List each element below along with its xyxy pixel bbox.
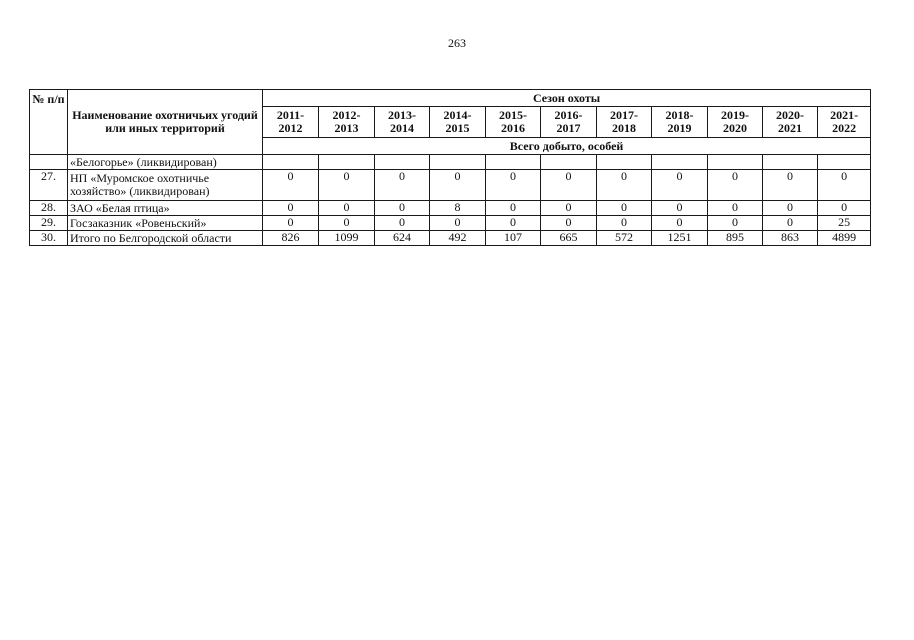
row-value: 0 (597, 170, 652, 201)
row-value: 0 (319, 216, 375, 231)
header-season: 2018-2019 (652, 107, 708, 138)
row-value: 0 (375, 216, 430, 231)
row-value: 0 (263, 216, 319, 231)
row-value (597, 155, 652, 170)
row-value: 0 (430, 170, 486, 201)
row-value: 0 (763, 201, 818, 216)
row-value: 0 (375, 170, 430, 201)
row-number: 28. (30, 201, 68, 216)
row-value: 863 (763, 231, 818, 246)
row-value: 107 (486, 231, 541, 246)
header-season: 2012-2013 (319, 107, 375, 138)
row-value: 0 (541, 170, 597, 201)
row-value: 25 (818, 216, 871, 231)
row-value (818, 155, 871, 170)
row-value: 0 (263, 201, 319, 216)
header-season-group: Сезон охоты (263, 90, 871, 107)
row-value: 0 (486, 170, 541, 201)
row-value: 0 (430, 216, 486, 231)
row-value: 665 (541, 231, 597, 246)
row-value (375, 155, 430, 170)
row-value: 1251 (652, 231, 708, 246)
row-value: 0 (319, 170, 375, 201)
row-number: 30. (30, 231, 68, 246)
row-value: 0 (763, 170, 818, 201)
row-value: 0 (375, 201, 430, 216)
row-name: ЗАО «Белая птица» (68, 201, 263, 216)
row-value: 895 (708, 231, 763, 246)
row-value: 0 (486, 201, 541, 216)
header-total-caption: Всего добыто, особей (263, 138, 871, 155)
row-value: 0 (763, 216, 818, 231)
row-number (30, 155, 68, 170)
header-season: 2014-2015 (430, 107, 486, 138)
table-row-continuation (30, 155, 871, 170)
header-season: 2015-2016 (486, 107, 541, 138)
row-value: 0 (597, 216, 652, 231)
header-season: 2020-2021 (763, 107, 818, 138)
row-value: 0 (319, 201, 375, 216)
header-season: 2019-2020 (708, 107, 763, 138)
header-number: № п/п (30, 90, 68, 155)
row-value: 0 (652, 216, 708, 231)
row-value: 0 (708, 170, 763, 201)
row-value: 0 (541, 216, 597, 231)
row-value (430, 155, 486, 170)
row-value (263, 155, 319, 170)
row-value: 1099 (319, 231, 375, 246)
table-row (30, 170, 871, 201)
row-name: Госзаказник «Ровеньский» (68, 216, 263, 231)
row-value (486, 155, 541, 170)
row-value: 0 (597, 201, 652, 216)
row-value: 0 (708, 201, 763, 216)
header-season: 2016-2017 (541, 107, 597, 138)
header-season: 2017-2018 (597, 107, 652, 138)
row-value: 492 (430, 231, 486, 246)
header-season: 2011-2012 (263, 107, 319, 138)
header-season: 2021-2022 (818, 107, 871, 138)
row-value (319, 155, 375, 170)
row-value (652, 155, 708, 170)
page-number: 263 (448, 36, 466, 50)
row-value: 572 (597, 231, 652, 246)
row-value: 0 (263, 170, 319, 201)
row-value: 8 (430, 201, 486, 216)
row-value: 624 (375, 231, 430, 246)
table-row (30, 201, 871, 216)
row-number: 27. (30, 170, 68, 201)
row-value: 0 (652, 170, 708, 201)
row-value: 0 (541, 201, 597, 216)
row-value (763, 155, 818, 170)
header-season: 2013-2014 (375, 107, 430, 138)
row-name: НП «Муромское охотничье хозяйство» (ликвидирован) (68, 170, 263, 201)
row-value: 0 (652, 201, 708, 216)
hunting-harvest-table (29, 89, 871, 246)
table-row (30, 216, 871, 231)
row-value: 0 (486, 216, 541, 231)
row-value: 0 (818, 170, 871, 201)
row-value: 826 (263, 231, 319, 246)
table-body (30, 170, 871, 246)
row-value: 0 (708, 216, 763, 231)
table-row (30, 231, 871, 246)
row-number: 29. (30, 216, 68, 231)
row-value: 0 (818, 201, 871, 216)
row-name: Итого по Белгородской области (68, 231, 263, 246)
row-value: 4899 (818, 231, 871, 246)
row-value (708, 155, 763, 170)
row-value (541, 155, 597, 170)
header-name: Наименование охотничьих угодий или иных территорий (68, 90, 263, 155)
row-name: «Белогорье» (ликвидирован) (68, 155, 263, 170)
